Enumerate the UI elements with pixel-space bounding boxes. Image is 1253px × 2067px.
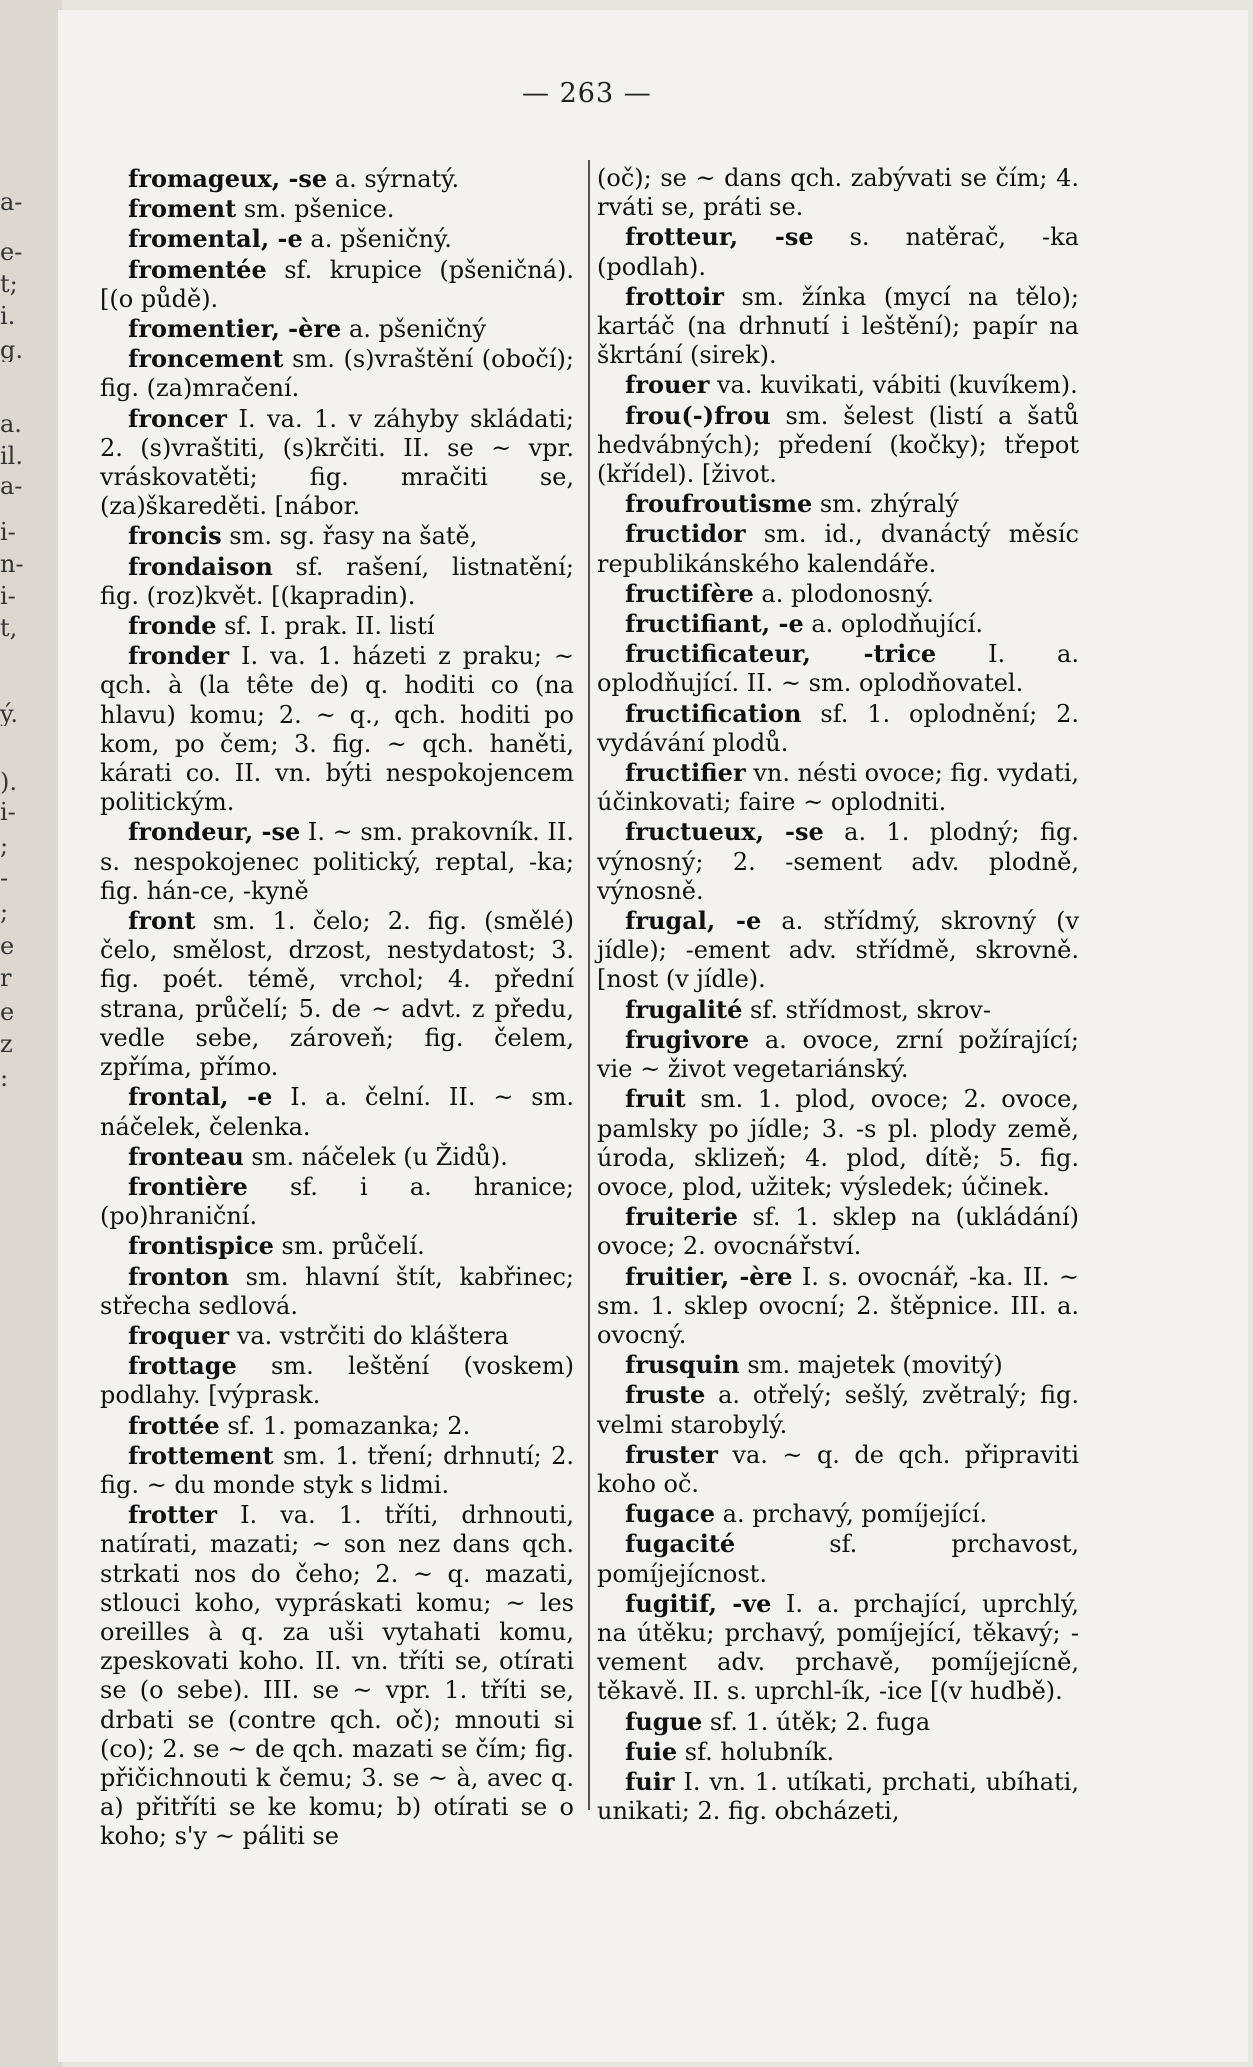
headword: fructifiant, -e <box>625 609 804 639</box>
headword: fromental, -e <box>128 224 303 254</box>
definition: sm. 1. čelo; 2. fig. (smělé) čelo, smělost, drzost, nestydatost; 3. fig. poét. témě, vrchol; 4. přední strana, průčelí; 5. de ~ advt. z předu, vedle sebe, zároveň; fig. čelem, zpříma, přímo. <box>100 907 574 1082</box>
definition: sm. pšenice. <box>236 195 395 224</box>
dictionary-entry <box>597 222 1079 281</box>
definition: s. natěrač, -ka (podlah). <box>597 223 1080 281</box>
definition: a. oplodňující. <box>803 610 983 639</box>
definition: I. ~ sm. prakovník. II. s. nespokojenec politický, reptal, -ka; fig. hán-ce, -kyně <box>100 818 575 905</box>
dictionary-entry <box>100 1172 574 1231</box>
headword: frottée <box>128 1410 220 1440</box>
headword: froncer <box>128 403 227 433</box>
dictionary-entry <box>100 1351 574 1410</box>
definition: va. ~ q. de qch. připraviti koho oč. <box>597 1440 1079 1498</box>
definition: I. s. ovocnář, -ka. II. ~ sm. 1. sklep ovocní; 2. štěpnice. III. a. ovocný. <box>597 1262 1080 1349</box>
headword: frotter <box>128 1500 218 1530</box>
headword: frottement <box>128 1440 274 1470</box>
definition: sm. zhýralý <box>812 490 959 519</box>
definition: sf. rašení, listnatění; fig. (roz)květ. [(kapradin). <box>100 552 574 610</box>
dictionary-entry <box>597 1262 1079 1351</box>
previous-page-fragment: i- <box>0 520 16 544</box>
headword: froncement <box>128 344 284 374</box>
dictionary-entry <box>597 1202 1079 1261</box>
definition: a. sýrnatý. <box>327 165 460 193</box>
definition: sm. id., dvanáctý měsíc republikánského kalendáře. <box>597 520 1079 578</box>
headword: frottage <box>128 1351 237 1381</box>
headword: fruit <box>625 1084 686 1114</box>
definition: I. a. čelní. II. ~ sm. náčelek, čelenka. <box>100 1083 575 1141</box>
definition: sm. leštění (voskem) podlahy. [výprask. <box>100 1352 574 1410</box>
dictionary-entry <box>100 521 574 551</box>
dictionary-entry <box>597 995 1079 1025</box>
dictionary-entry <box>597 1499 1079 1529</box>
headword: frontispice <box>128 1231 274 1261</box>
dictionary-entry <box>100 344 574 403</box>
headword: fruiterie <box>625 1202 738 1232</box>
previous-page-fragment: i. <box>0 304 16 328</box>
definition: va. vstrčiti do kláštera <box>229 1321 509 1350</box>
dictionary-entry <box>100 164 574 194</box>
previous-page-fragment: e- <box>0 240 23 264</box>
headword: fronder <box>128 641 230 671</box>
headword: fuie <box>625 1736 678 1766</box>
dictionary-entry <box>597 519 1079 578</box>
definition: sm. (s)vraštění (obočí); fig. (za)mračení. <box>100 345 574 403</box>
previous-page-fragment: ). <box>0 770 17 794</box>
definition: sm. hlavní štít, kabřinec; střecha sedlová. <box>100 1262 574 1320</box>
previous-page-fragment: ý. <box>0 702 18 726</box>
dictionary-entry <box>100 1231 574 1261</box>
dictionary-entry <box>597 1767 1079 1826</box>
dictionary-entry <box>597 1025 1079 1084</box>
definition: a. pšeničný <box>341 315 486 344</box>
previous-page-fragment: il. <box>0 444 23 468</box>
left-column <box>100 164 574 1852</box>
headword: froncis <box>128 521 222 551</box>
definition: sf. holubník. <box>677 1737 835 1766</box>
headword: frotteur, -se <box>625 222 814 252</box>
definition: I. va. 1. házeti z praku; ~ qch. à (la tête de) q. hoditi co (na hlavu) komu; 2. ~ q., qch. hoditi po kom, po čem; 3. fig. ~ qch. haněti, kárati co. II. vn. býti nespokojencem politickým. <box>100 642 574 817</box>
definition: a. prchavý, pomíjející. <box>715 1500 988 1529</box>
headword: fugue <box>625 1706 703 1736</box>
previous-page-fragment: e <box>0 1000 15 1024</box>
dictionary-entry <box>100 1411 574 1441</box>
dictionary-entry <box>597 1737 1079 1767</box>
headword: fruste <box>625 1380 706 1410</box>
dictionary-entry <box>100 1321 574 1351</box>
dictionary-entry <box>597 370 1079 400</box>
definition: I. va. 1. tříti, drhnouti, natírati, mazati; ~ son nez dans qch. strkati nos do čeho; 2. ~ q. mazati, stlouci koho, vypráskati komu; ~ les oreilles à q. za uši vytahati komu, zpeskovati koho. II. vn. tříti se, otírati se (o sebe). III. se ~ vpr. 1. tříti se, drbati se (contre qch. oč); mnouti si (co); 2. se ~ de qch. mazati se čím; fig. přičichnouti k čemu; 3. se ~ à, avec q. a) přitříti se ke komu; b) otírati se o koho; s'y ~ páliti se <box>100 1501 574 1851</box>
definition: I. a. prchající, uprchlý, na útěku; prchavý, pomíjející, těkavý; -vement adv. prchavě, pomíjejícně, těkavě. II. s. uprchl-ík, -ice [(v hudbě). <box>597 1589 1080 1706</box>
dictionary-entry <box>597 699 1079 758</box>
headword: frontal, -e <box>128 1082 273 1112</box>
headword: fugitif, -ve <box>625 1588 772 1618</box>
definition: vn. nésti ovoce; fig. vydati, účinkovati; faire ~ oplodniti. <box>597 759 1079 817</box>
definition: a. pšeničný. <box>302 225 452 254</box>
right-column <box>597 164 1079 1826</box>
definition: sf. 1. sklep na (ukládání) ovoce; 2. ovocnářství. <box>597 1203 1079 1261</box>
previous-page-fragment: - <box>0 866 9 890</box>
dictionary-entry <box>100 817 574 906</box>
headword: frugivore <box>625 1024 750 1054</box>
previous-page-fragment: a- <box>0 474 23 498</box>
definition: a. střídmý, skrovný (v jídle); -ement adv. střídmě, skrovně. [nost (v jídle). <box>597 907 1080 994</box>
headword: fromentée <box>128 254 267 284</box>
headword: froufroutisme <box>625 489 813 519</box>
headword: fuir <box>625 1766 675 1796</box>
dictionary-entry <box>597 282 1079 371</box>
dictionary-entry <box>100 1500 574 1851</box>
definition: sm. majetek (movitý) <box>739 1351 1003 1380</box>
previous-page-fragment: e <box>0 934 15 958</box>
headword: fronteau <box>128 1141 244 1171</box>
definition: (oč); se ~ dans qch. zabývati se čím; 4. rváti se, práti se. <box>597 164 1079 222</box>
headword: fronde <box>128 611 217 641</box>
dictionary-entry <box>100 611 574 641</box>
dictionary-entry <box>597 758 1079 817</box>
definition: sm. průčelí. <box>273 1232 425 1261</box>
dictionary-entry <box>100 1142 574 1172</box>
headword: frusquin <box>625 1350 740 1380</box>
headword: fruitier, -ère <box>625 1261 793 1291</box>
definition: sf. střídmost, skrov- <box>742 995 991 1024</box>
dictionary-entry <box>100 552 574 611</box>
definition: a. ovoce, zrní požírající; vie ~ život vegetariánský. <box>597 1025 1079 1084</box>
definition: sf. 1. oplodnění; 2. vydávání plodů. <box>597 699 1079 757</box>
dictionary-entry <box>100 404 574 522</box>
definition: sm. 1. tření; drhnutí; 2. fig. ~ du monde styk s lidmi. <box>100 1441 574 1499</box>
headword: froment <box>128 194 237 224</box>
headword: fructification <box>625 698 802 728</box>
previous-page-fragment: a- <box>0 190 23 214</box>
dictionary-entry <box>100 1082 574 1141</box>
definition: sm. šelest (listí a šatů hedvábných); předení (kočky); třepot (křídel). [život. <box>597 401 1079 489</box>
headword: fructifère <box>625 578 754 608</box>
definition: sf. i a. hranice; (po)hraniční. <box>100 1172 574 1231</box>
dictionary-entry <box>597 1350 1079 1380</box>
definition: a. otřelý; sešlý, zvětralý; fig. velmi starobylý. <box>597 1381 1079 1439</box>
dictionary-entry <box>597 906 1079 995</box>
definition: a. plodonosný. <box>753 579 934 608</box>
previous-page-fragment: t, <box>0 616 18 640</box>
definition: sf. I. prak. II. listí <box>216 612 435 641</box>
definition: sm. žínka (mycí na tělo); kartáč (na drhnutí i leštění); papír na škrtání (sirek). <box>597 282 1079 370</box>
headword: frouer <box>625 370 710 400</box>
headword: front <box>128 906 196 936</box>
headword: fructificateur, -trice <box>625 639 937 669</box>
definition: sf. prchavost, pomíjejícnost. <box>597 1530 1079 1588</box>
dictionary-entry <box>100 255 574 314</box>
headword: fugacité <box>625 1529 736 1559</box>
headword: frugalité <box>625 994 743 1024</box>
dictionary-entry <box>100 194 574 224</box>
definition: sf. 1. útěk; 2. fuga <box>702 1707 931 1736</box>
dictionary-entry <box>597 401 1079 490</box>
dictionary-entry <box>100 641 574 817</box>
headword: froquer <box>128 1320 230 1350</box>
definition: va. kuvikati, vábiti (kuvíkem). <box>709 371 1078 400</box>
headword: fronton <box>128 1261 229 1291</box>
dictionary-entry <box>597 489 1079 519</box>
definition: sm. náčelek (u Židů). <box>243 1142 508 1171</box>
headword: frottoir <box>625 281 724 311</box>
previous-page-fragment: g. <box>0 338 23 362</box>
previous-page-fragment: i- <box>0 800 16 824</box>
dictionary-entry <box>100 314 574 344</box>
headword: frondaison <box>128 551 273 581</box>
headword: fromentier, -ère <box>128 314 342 344</box>
definition: I. vn. 1. utíkati, prchati, ubíhati, unikati; 2. fig. obcházeti, <box>597 1767 1079 1826</box>
headword: fructueux, -se <box>625 817 824 847</box>
dictionary-entry <box>597 164 1079 222</box>
previous-page-fragment: t; <box>0 272 18 296</box>
definition: sf. krupice (pšeničná). [(o půdě). <box>100 255 574 313</box>
dictionary-entry <box>597 609 1079 639</box>
headword: fruster <box>625 1439 718 1469</box>
page-number: — 263 — <box>522 78 652 109</box>
headword: fugace <box>625 1499 715 1529</box>
previous-page-fragment: : <box>0 1066 9 1090</box>
definition: sf. 1. pomazanka; 2. <box>219 1411 471 1440</box>
dictionary-entry <box>597 1707 1079 1737</box>
dictionary-entry <box>597 639 1079 698</box>
headword: fromageux, -se <box>128 164 328 193</box>
headword: frontière <box>128 1171 248 1201</box>
previous-page-fragment: n- <box>0 552 24 576</box>
previous-page-fragment: ; <box>0 900 9 924</box>
dictionary-entry <box>100 1441 574 1500</box>
previous-page-fragment: a. <box>0 412 22 436</box>
previous-page-fragment: ; <box>0 834 9 858</box>
definition: a. 1. plodný; fig. výnosný; 2. -sement adv. plodně, výnosně. <box>597 818 1079 905</box>
headword: frondeur, -se <box>128 817 301 847</box>
dictionary-entry <box>597 1440 1079 1499</box>
definition: I. va. 1. v záhyby skládati; 2. (s)vraštiti, (s)krčiti. II. se ~ vpr. vráskovatěti; fig. mračiti se, (za)škareděti. [nábor. <box>100 404 574 521</box>
definition: I. a. oplodňující. II. ~ sm. oplodňovatel. <box>597 640 1079 698</box>
column-divider <box>588 160 590 1810</box>
dictionary-entry <box>100 1262 574 1321</box>
previous-page-fragment: i- <box>0 584 16 608</box>
previous-page-fragment: z <box>0 1032 13 1056</box>
definition: sm. 1. plod, ovoce; 2. ovoce, pamlsky po jídle; 3. -s pl. plody země, úroda, sklizeň; 4. plod, dítě; 5. fig. ovoce, plod, užitek; výsledek; účinek. <box>597 1085 1079 1201</box>
headword: frou(-)frou <box>625 400 771 430</box>
headword: frugal, -e <box>625 906 762 936</box>
dictionary-entry <box>100 906 574 1082</box>
definition: sm. sg. řasy na šatě, <box>221 522 478 551</box>
dictionary-entry <box>597 1084 1079 1202</box>
previous-page-fragment: r <box>0 966 12 990</box>
dictionary-entry <box>597 1529 1079 1588</box>
dictionary-entry <box>597 1380 1079 1439</box>
headword: fructidor <box>625 519 746 549</box>
headword: fructifier <box>625 758 746 788</box>
dictionary-entry <box>597 817 1079 906</box>
dictionary-entry <box>597 579 1079 609</box>
dictionary-entry <box>597 1589 1079 1707</box>
dictionary-entry <box>100 224 574 254</box>
